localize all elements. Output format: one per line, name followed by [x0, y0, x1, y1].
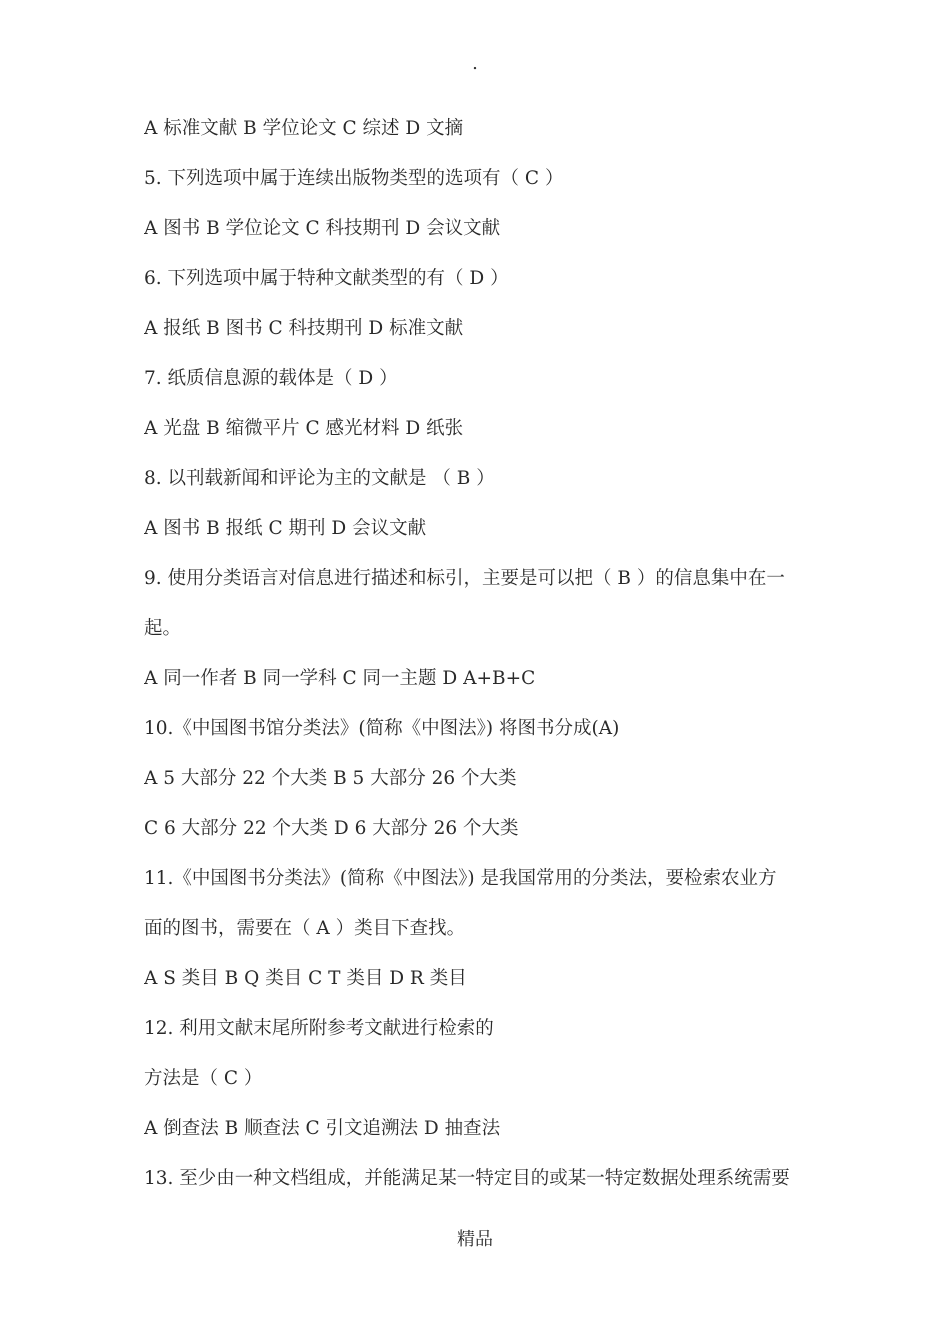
question-line: 10.《中国图书馆分类法》(简称《中图法》) 将图书分成(A)	[144, 718, 620, 739]
question-line: 12. 利用文献末尾所附参考文献进行检索的	[144, 1018, 494, 1039]
question-line: 7. 纸质信息源的载体是（ D ）	[144, 368, 398, 389]
options-line: A 图书 B 学位论文 C 科技期刊 D 会议文献	[144, 218, 501, 239]
options-line: A 光盘 B 缩微平片 C 感光材料 D 纸张	[144, 418, 464, 439]
question-list	[144, 104, 814, 1204]
question-line: 13. 至少由一种文档组成，并能满足某一特定目的或某一特定数据处理系统需要	[144, 1168, 790, 1189]
question-continuation-line: 起。	[144, 618, 182, 639]
options-line: A S 类目 B Q 类目 C T 类目 D R 类目	[144, 968, 467, 989]
header-mark: .	[472, 53, 478, 74]
question-line: 11.《中国图书分类法》(简称《中图法》) 是我国常用的分类法，要检索农业方	[144, 868, 777, 889]
question-line: 9. 使用分类语言对信息进行描述和标引，主要是可以把（ B ）的信息集中在一	[144, 568, 785, 589]
options-line: A 报纸 B 图书 C 科技期刊 D 标准文献	[144, 318, 464, 339]
options-line: C 6 大部分 22 个大类 D 6 大部分 26 个大类	[144, 818, 519, 839]
question-continuation-line: 面的图书，需要在（ A ）类目下查找。	[144, 918, 466, 939]
question-line: 6. 下列选项中属于特种文献类型的有（ D ）	[144, 268, 509, 289]
options-line: A 同一作者 B 同一学科 C 同一主题 D A+B+C	[144, 668, 536, 689]
options-line: A 倒查法 B 顺查法 C 引文追溯法 D 抽查法	[144, 1118, 501, 1139]
text-line: A 标准文献 B 学位论文 C 综述 D 文摘	[144, 118, 464, 139]
options-line: A 5 大部分 22 个大类 B 5 大部分 26 个大类	[144, 768, 517, 789]
footer-label: 精品	[457, 1229, 493, 1250]
options-line: A 图书 B 报纸 C 期刊 D 会议文献	[144, 518, 427, 539]
question-line: 5. 下列选项中属于连续出版物类型的选项有（ C ）	[144, 168, 564, 189]
question-line: 8. 以刊载新闻和评论为主的文献是 （ B ）	[144, 468, 495, 489]
question-continuation-line: 方法是（ C ）	[144, 1068, 263, 1089]
